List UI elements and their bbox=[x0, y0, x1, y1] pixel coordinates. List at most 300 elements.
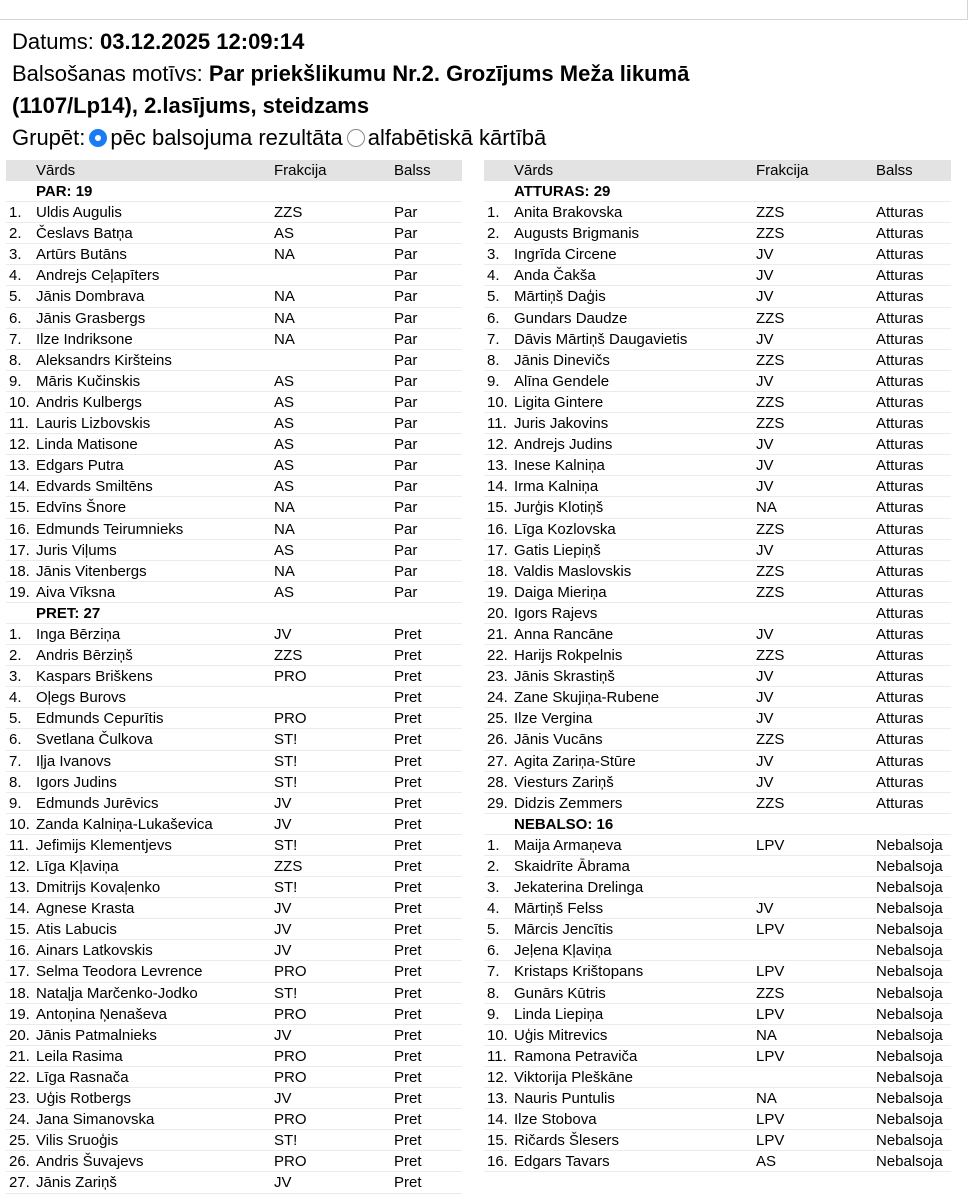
member-name: Inese Kalniņa bbox=[514, 457, 605, 475]
member-faction: ST! bbox=[274, 836, 298, 854]
row-number: 15. bbox=[487, 1132, 508, 1150]
table-row bbox=[484, 940, 951, 961]
member-name: Inga Bērziņa bbox=[36, 625, 121, 643]
member-vote: Atturas bbox=[876, 246, 924, 264]
member-faction: JV bbox=[756, 773, 774, 791]
member-cell bbox=[484, 751, 756, 771]
member-name: Edgars Putra bbox=[36, 457, 124, 475]
member-cell bbox=[6, 308, 274, 328]
row-number: 9. bbox=[487, 1005, 500, 1023]
table-header bbox=[6, 160, 462, 181]
member-faction: NA bbox=[274, 562, 295, 580]
member-faction: JV bbox=[756, 752, 774, 770]
member-vote: Nebalsoja bbox=[876, 1026, 943, 1044]
member-faction: PRO bbox=[274, 710, 307, 728]
row-number: 18. bbox=[9, 984, 30, 1002]
member-name: Andris Šuvajevs bbox=[36, 1153, 144, 1171]
row-number: 18. bbox=[487, 562, 508, 580]
member-cell bbox=[484, 392, 756, 412]
table-row bbox=[6, 814, 462, 835]
member-vote: Nebalsoja bbox=[876, 1068, 943, 1086]
member-faction: ST! bbox=[274, 731, 298, 749]
member-vote: Par bbox=[394, 562, 418, 580]
member-vote: Par bbox=[394, 478, 418, 496]
member-faction: ZZS bbox=[756, 225, 785, 243]
table-row bbox=[6, 708, 462, 729]
row-number: 2. bbox=[9, 225, 22, 243]
member-name: Jana Simanovska bbox=[36, 1111, 155, 1129]
member-vote: Pret bbox=[394, 879, 422, 897]
row-number: 6. bbox=[9, 731, 22, 749]
member-cell bbox=[6, 961, 274, 981]
member-faction: JV bbox=[756, 541, 774, 559]
row-number: 28. bbox=[487, 773, 508, 791]
table-row bbox=[484, 202, 951, 223]
row-number: 18. bbox=[9, 562, 30, 580]
table-row bbox=[484, 1109, 951, 1130]
member-cell bbox=[6, 877, 274, 897]
member-faction: JV bbox=[274, 1026, 292, 1044]
radio-by-result-label[interactable]: pēc balsojuma rezultāta bbox=[110, 125, 343, 150]
member-cell bbox=[484, 940, 756, 960]
row-number: 25. bbox=[487, 710, 508, 728]
member-name: Māris Kučinskis bbox=[36, 372, 141, 390]
member-faction: PRO bbox=[274, 668, 307, 686]
table-row bbox=[6, 856, 462, 877]
member-cell bbox=[6, 793, 274, 813]
table-row bbox=[6, 1004, 462, 1025]
member-cell bbox=[6, 265, 274, 285]
member-faction: ZZS bbox=[274, 858, 303, 875]
member-cell bbox=[484, 540, 756, 560]
row-number: 16. bbox=[9, 942, 30, 960]
table-row bbox=[6, 582, 462, 603]
row-number: 14. bbox=[9, 478, 30, 496]
member-faction: NA bbox=[274, 520, 295, 538]
table-row bbox=[6, 729, 462, 750]
table-row bbox=[484, 1067, 951, 1088]
member-faction: NA bbox=[274, 288, 295, 306]
group-heading: PRET: 27 bbox=[6, 603, 462, 624]
member-vote: Pret bbox=[394, 1005, 422, 1023]
member-faction: PRO bbox=[274, 1005, 307, 1023]
member-vote: Atturas bbox=[876, 393, 924, 411]
table-row bbox=[484, 497, 951, 518]
member-faction: AS bbox=[274, 372, 295, 390]
table-row bbox=[484, 413, 951, 434]
member-faction: JV bbox=[756, 288, 774, 306]
row-number: 1. bbox=[487, 204, 500, 222]
member-cell bbox=[6, 1109, 274, 1129]
member-cell bbox=[484, 856, 756, 876]
member-name: Jānis Dombrava bbox=[36, 288, 145, 306]
member-faction: AS bbox=[274, 541, 295, 559]
member-vote: Pret bbox=[394, 836, 422, 854]
member-cell bbox=[6, 751, 274, 771]
table-row bbox=[6, 561, 462, 582]
row-number: 10. bbox=[9, 393, 30, 411]
row-number: 26. bbox=[487, 731, 508, 749]
member-name: Selma Teodora Levrence bbox=[36, 963, 203, 981]
member-cell bbox=[6, 772, 274, 792]
member-faction: AS bbox=[274, 478, 295, 496]
member-faction: ZZS bbox=[756, 562, 785, 580]
table-row bbox=[484, 329, 951, 350]
row-number: 23. bbox=[9, 1090, 30, 1108]
table-row bbox=[484, 603, 951, 624]
table-row bbox=[484, 645, 951, 666]
row-number: 11. bbox=[487, 415, 507, 433]
member-cell bbox=[6, 666, 274, 686]
table-row bbox=[484, 1130, 951, 1151]
member-vote: Par bbox=[394, 330, 418, 348]
table-row bbox=[6, 1151, 462, 1172]
member-faction: ST! bbox=[274, 752, 298, 770]
member-cell bbox=[6, 1067, 274, 1087]
member-vote: Pret bbox=[394, 1132, 422, 1150]
member-cell bbox=[6, 1172, 274, 1192]
member-cell bbox=[6, 286, 274, 306]
row-number: 14. bbox=[9, 900, 30, 918]
member-cell bbox=[6, 1025, 274, 1045]
table-row bbox=[6, 540, 462, 561]
table-row bbox=[6, 940, 462, 961]
member-cell bbox=[6, 940, 274, 960]
member-vote: Pret bbox=[394, 858, 422, 875]
member-name: Juris Viļums bbox=[36, 541, 117, 559]
row-number: 8. bbox=[9, 773, 22, 791]
row-number: 13. bbox=[487, 1090, 508, 1108]
member-name: Viktorija Pleškāne bbox=[514, 1068, 633, 1086]
row-number: 27. bbox=[9, 1174, 30, 1192]
member-cell bbox=[484, 286, 756, 306]
motive-line bbox=[12, 58, 962, 90]
member-faction: JV bbox=[274, 815, 292, 833]
member-name: Linda Liepiņa bbox=[514, 1005, 604, 1023]
member-vote: Atturas bbox=[876, 351, 924, 369]
radio-alphabetical[interactable] bbox=[347, 129, 365, 147]
row-number: 16. bbox=[9, 520, 30, 538]
member-name: Jefimijs Klementjevs bbox=[36, 836, 172, 854]
member-vote: Atturas bbox=[876, 520, 924, 538]
member-cell bbox=[6, 561, 274, 581]
member-faction: NA bbox=[756, 1090, 777, 1108]
member-vote: Atturas bbox=[876, 415, 924, 433]
table-row bbox=[6, 793, 462, 814]
col-name-header: Vārds bbox=[514, 162, 554, 179]
row-number: 4. bbox=[9, 689, 22, 707]
table-row bbox=[484, 983, 951, 1004]
member-vote: Atturas bbox=[876, 752, 924, 770]
row-number: 1. bbox=[9, 625, 22, 643]
table-row bbox=[6, 350, 462, 371]
member-cell bbox=[6, 1130, 274, 1150]
table-row bbox=[484, 772, 951, 793]
member-vote: Atturas bbox=[876, 710, 924, 728]
member-vote: Nebalsoja bbox=[876, 984, 943, 1002]
member-vote: Nebalsoja bbox=[876, 1090, 943, 1108]
col-faction-header: Frakcija bbox=[756, 162, 809, 179]
member-cell bbox=[484, 645, 756, 665]
member-cell bbox=[484, 708, 756, 728]
member-cell bbox=[6, 687, 274, 707]
table-row bbox=[484, 350, 951, 371]
member-faction: AS bbox=[274, 583, 295, 601]
row-number: 12. bbox=[487, 1068, 508, 1086]
row-number: 22. bbox=[487, 647, 508, 665]
table-row bbox=[6, 751, 462, 772]
member-vote: Nebalsoja bbox=[876, 1047, 943, 1065]
row-number: 13. bbox=[9, 879, 30, 897]
member-cell bbox=[484, 603, 756, 623]
member-cell bbox=[484, 329, 756, 349]
member-vote: Par bbox=[394, 288, 418, 306]
table-row bbox=[6, 645, 462, 666]
table-row bbox=[484, 371, 951, 392]
motive-label: Balsošanas motīvs: bbox=[12, 61, 203, 86]
member-vote: Nebalsoja bbox=[876, 879, 943, 897]
table-row bbox=[6, 392, 462, 413]
member-name: Andris Bērziņš bbox=[36, 647, 133, 665]
member-name: Jekaterina Drelinga bbox=[514, 879, 644, 897]
member-name: Edvīns Šnore bbox=[36, 499, 127, 517]
member-vote: Nebalsoja bbox=[876, 942, 943, 960]
member-name: Zane Skujiņa-Rubene bbox=[514, 689, 660, 707]
member-vote: Par bbox=[394, 393, 418, 411]
member-faction: LPV bbox=[756, 921, 785, 939]
member-cell bbox=[484, 371, 756, 391]
member-name: Jānis Zariņš bbox=[36, 1174, 117, 1192]
member-faction: NA bbox=[274, 330, 295, 348]
member-name: Jānis Vitenbergs bbox=[36, 562, 147, 580]
group-heading: ATTURAS: 29 bbox=[484, 181, 951, 202]
row-number: 29. bbox=[487, 794, 508, 812]
row-number: 10. bbox=[9, 815, 30, 833]
member-faction: AS bbox=[756, 1153, 777, 1171]
member-vote: Par bbox=[394, 246, 418, 264]
member-faction bbox=[756, 1067, 876, 1087]
row-number: 6. bbox=[487, 309, 500, 327]
member-cell bbox=[6, 708, 274, 728]
vote-header bbox=[12, 26, 962, 151]
row-number: 6. bbox=[487, 942, 500, 960]
member-cell bbox=[6, 582, 274, 602]
row-number: 1. bbox=[487, 836, 500, 854]
member-vote: Atturas bbox=[876, 562, 924, 580]
member-name: Anita Brakovska bbox=[514, 204, 623, 222]
member-vote: Par bbox=[394, 541, 418, 559]
member-vote: Pret bbox=[394, 942, 422, 960]
member-cell bbox=[484, 1130, 756, 1150]
table-row bbox=[484, 476, 951, 497]
member-vote: Pret bbox=[394, 710, 422, 728]
member-faction bbox=[756, 603, 876, 623]
member-cell bbox=[6, 434, 274, 454]
member-vote: Atturas bbox=[876, 731, 924, 749]
member-faction: ZZS bbox=[756, 415, 785, 433]
member-name: Ainars Latkovskis bbox=[36, 942, 153, 960]
table-header bbox=[484, 160, 951, 181]
member-cell bbox=[484, 835, 756, 855]
member-name: Maija Armaņeva bbox=[514, 836, 622, 854]
table-row bbox=[6, 687, 462, 708]
radio-alphabetical-label[interactable]: alfabētiskā kārtībā bbox=[367, 125, 547, 150]
member-vote: Pret bbox=[394, 1090, 422, 1108]
member-name: Atis Labucis bbox=[36, 921, 117, 939]
member-vote: Atturas bbox=[876, 668, 924, 686]
row-number: 13. bbox=[9, 457, 30, 475]
member-cell bbox=[484, 455, 756, 475]
table-row bbox=[484, 1046, 951, 1067]
member-cell bbox=[484, 413, 756, 433]
member-faction: NA bbox=[756, 499, 777, 517]
table-row bbox=[484, 708, 951, 729]
member-vote: Atturas bbox=[876, 309, 924, 327]
member-vote: Atturas bbox=[876, 647, 924, 665]
member-vote: Nebalsoja bbox=[876, 836, 943, 854]
group-heading: PAR: 19 bbox=[6, 181, 462, 202]
member-cell bbox=[6, 350, 274, 370]
member-vote: Pret bbox=[394, 1068, 422, 1086]
table-row bbox=[6, 455, 462, 476]
table-row bbox=[484, 540, 951, 561]
row-number: 2. bbox=[487, 225, 500, 243]
member-faction: JV bbox=[756, 668, 774, 686]
member-faction: LPV bbox=[756, 1132, 785, 1150]
member-cell bbox=[484, 877, 756, 897]
member-name: Lauris Lizbovskis bbox=[36, 415, 151, 433]
row-number: 16. bbox=[487, 1153, 508, 1171]
member-faction: PRO bbox=[274, 1153, 307, 1171]
member-name: Aiva Vīksna bbox=[36, 583, 116, 601]
member-cell bbox=[6, 1151, 274, 1171]
radio-by-result[interactable] bbox=[89, 129, 107, 147]
row-number: 17. bbox=[487, 541, 508, 559]
member-faction: AS bbox=[274, 436, 295, 454]
member-cell bbox=[6, 413, 274, 433]
member-cell bbox=[484, 519, 756, 539]
member-vote: Pret bbox=[394, 647, 422, 665]
member-name: Zanda Kalniņa-Lukaševica bbox=[36, 815, 213, 833]
member-cell bbox=[6, 645, 274, 665]
member-name: Aleksandrs Kiršteins bbox=[36, 351, 172, 369]
member-faction: AS bbox=[274, 225, 295, 243]
member-faction bbox=[274, 687, 394, 707]
table-row bbox=[484, 1004, 951, 1025]
row-number: 4. bbox=[487, 267, 500, 285]
row-number: 15. bbox=[487, 499, 508, 517]
member-name: Jānis Grasbergs bbox=[36, 309, 146, 327]
member-name: Antoņina Ņenaševa bbox=[36, 1005, 167, 1023]
row-number: 11. bbox=[9, 415, 29, 433]
member-vote: Par bbox=[394, 372, 418, 390]
member-name: Dāvis Mārtiņš Daugavietis bbox=[514, 330, 688, 348]
row-number: 24. bbox=[487, 689, 508, 707]
member-faction: JV bbox=[274, 900, 292, 918]
member-cell bbox=[484, 265, 756, 285]
table-row bbox=[484, 877, 951, 898]
member-name: Uģis Rotbergs bbox=[36, 1090, 132, 1108]
member-cell bbox=[484, 582, 756, 602]
group-selector bbox=[12, 125, 962, 151]
row-number: 7. bbox=[9, 330, 22, 348]
row-number: 5. bbox=[487, 921, 500, 939]
member-name: Jurģis Klotiņš bbox=[514, 499, 604, 517]
row-number: 17. bbox=[9, 963, 30, 981]
member-vote: Atturas bbox=[876, 204, 924, 222]
member-faction: JV bbox=[756, 457, 774, 475]
member-vote: Atturas bbox=[876, 773, 924, 791]
member-name: Uldis Augulis bbox=[36, 204, 122, 222]
row-number: 26. bbox=[9, 1153, 30, 1171]
member-vote: Atturas bbox=[876, 288, 924, 306]
table-row bbox=[6, 898, 462, 919]
table-row bbox=[6, 497, 462, 518]
member-faction: JV bbox=[756, 267, 774, 285]
member-cell bbox=[484, 244, 756, 264]
member-cell bbox=[484, 772, 756, 792]
table-row bbox=[484, 687, 951, 708]
member-vote: Atturas bbox=[876, 478, 924, 496]
row-number: 9. bbox=[487, 372, 500, 390]
member-cell bbox=[484, 350, 756, 370]
member-cell bbox=[6, 476, 274, 496]
member-faction: ZZS bbox=[756, 351, 785, 369]
member-faction: JV bbox=[756, 689, 774, 707]
member-vote: Pret bbox=[394, 1153, 422, 1171]
motive-value-2: (1107/Lp14), 2.lasījums, steidzams bbox=[12, 93, 370, 118]
member-name: Linda Matisone bbox=[36, 436, 138, 454]
member-vote: Atturas bbox=[876, 330, 924, 348]
member-faction: ZZS bbox=[756, 794, 785, 812]
member-cell bbox=[6, 371, 274, 391]
member-cell bbox=[484, 624, 756, 644]
table-row bbox=[6, 476, 462, 497]
member-vote: Pret bbox=[394, 1047, 422, 1065]
table-row bbox=[484, 835, 951, 856]
row-number: 8. bbox=[487, 984, 500, 1002]
table-row bbox=[6, 371, 462, 392]
member-cell bbox=[6, 1088, 274, 1108]
row-number: 20. bbox=[487, 604, 508, 622]
member-vote: Nebalsoja bbox=[876, 1132, 943, 1150]
member-name: Jānis Dinevičs bbox=[514, 351, 610, 369]
row-number: 15. bbox=[9, 499, 30, 517]
member-faction: JV bbox=[274, 942, 292, 960]
row-number: 27. bbox=[487, 752, 508, 770]
member-vote: Nebalsoja bbox=[876, 900, 943, 918]
table-row bbox=[6, 1046, 462, 1067]
member-cell bbox=[484, 1025, 756, 1045]
member-name: Irma Kalniņa bbox=[514, 478, 599, 496]
row-number: 14. bbox=[487, 478, 508, 496]
table-row bbox=[484, 286, 951, 307]
member-faction: JV bbox=[274, 1174, 292, 1192]
member-faction: ZZS bbox=[756, 731, 785, 749]
member-vote: Par bbox=[394, 499, 418, 517]
member-vote: Pret bbox=[394, 731, 422, 749]
member-faction: NA bbox=[756, 1026, 777, 1044]
member-name: Gunārs Kūtris bbox=[514, 984, 606, 1002]
row-number: 5. bbox=[487, 288, 500, 306]
member-vote: Pret bbox=[394, 984, 422, 1002]
table-row bbox=[6, 1088, 462, 1109]
member-name: Kaspars Briškens bbox=[36, 668, 153, 686]
table-row bbox=[6, 308, 462, 329]
member-cell bbox=[484, 561, 756, 581]
member-vote: Par bbox=[394, 583, 418, 601]
member-name: Edmunds Teirumnieks bbox=[36, 520, 184, 538]
